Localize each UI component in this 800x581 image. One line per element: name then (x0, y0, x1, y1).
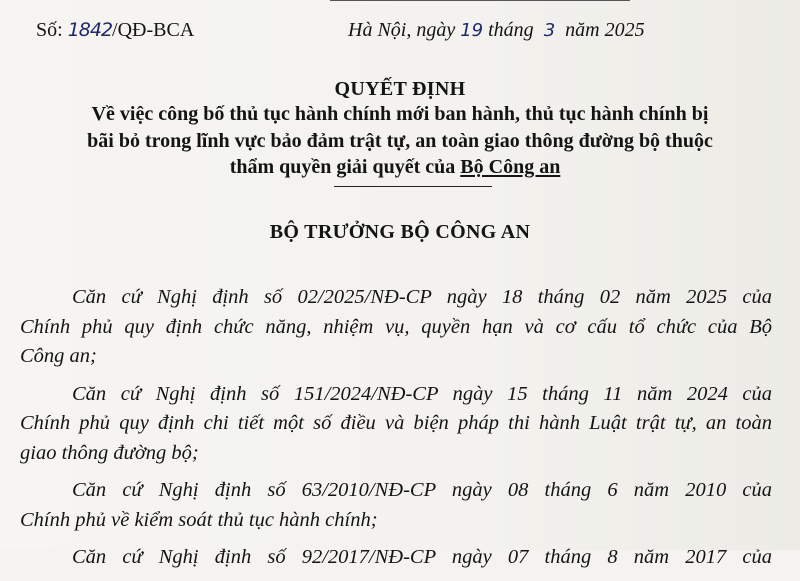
handwritten-number: 1842 (67, 19, 113, 41)
paragraph-1-first-line: Căn cứ Nghị định số 02/2025/NĐ-CP ngày 18 tháng 02 năm 2025 của (72, 286, 772, 308)
paragraph-2 (20, 380, 772, 469)
issuing-authority: BỘ TRƯỞNG BỘ CÔNG AN (269, 221, 531, 243)
document-number (36, 19, 194, 42)
month-word: tháng (488, 19, 534, 41)
paragraph-3-line-2: Chính phủ về kiểm soát thủ tục hành chính; (20, 508, 378, 531)
paragraph-2-line-2: Chính phủ quy định chi tiết một số điều và biện pháp thi hành Luật trật tự, an toàn (20, 412, 772, 434)
document-title: QUYẾT ĐỊNH (334, 78, 466, 100)
paragraph-2-line-3: giao thông đường bộ; (20, 441, 199, 464)
paragraph-1-line-3: Công an; (20, 345, 97, 367)
paragraph-3-first-line: Căn cứ Nghị định số 63/2010/NĐ-CP ngày 08 tháng 6 năm 2010 của (72, 479, 772, 501)
year-text: năm 2025 (565, 19, 645, 41)
handwritten-month: 3 (543, 20, 556, 41)
subject-underline-rule (334, 186, 492, 187)
paragraph-4 (20, 543, 772, 573)
handwritten-day: 19 (460, 20, 484, 41)
subject-line-2: bãi bỏ trong lĩnh vực bảo đảm trật tự, an toàn giao thông đường bộ thuộc (87, 129, 713, 152)
subject-line-3-b: Bộ Công an (460, 156, 561, 178)
paragraph-3 (20, 476, 772, 535)
number-label: Số: (36, 19, 63, 41)
subject-line-1: Về việc công bố thủ tục hành chính mới ban hành, thủ tục hành chính bị (91, 103, 709, 125)
subject-line-3-a: thẩm quyền giải quyết của (229, 156, 456, 178)
reference-line (36, 19, 736, 47)
document-subject (40, 101, 760, 181)
subject-line-3 (30, 154, 760, 181)
paragraph-2-first-line: Căn cứ Nghị định số 151/2024/NĐ-CP ngày 15 tháng 11 năm 2024 của (72, 382, 772, 405)
place-prefix: Hà Nội, ngày (348, 19, 456, 41)
paragraph-1 (20, 283, 772, 372)
document-body (20, 283, 772, 581)
paragraph-4-first-line: Căn cứ Nghị định số 92/2017/NĐ-CP ngày 07 tháng 8 năm 2017 của (72, 546, 772, 568)
place-and-date (348, 19, 645, 42)
paragraph-1-line-2: Chính phủ quy định chức năng, nhiệm vụ, quyền hạn và cơ cấu tổ chức của Bộ (20, 315, 772, 338)
top-header-rule (330, 0, 630, 1)
number-suffix: /QĐ-BCA (112, 19, 195, 41)
